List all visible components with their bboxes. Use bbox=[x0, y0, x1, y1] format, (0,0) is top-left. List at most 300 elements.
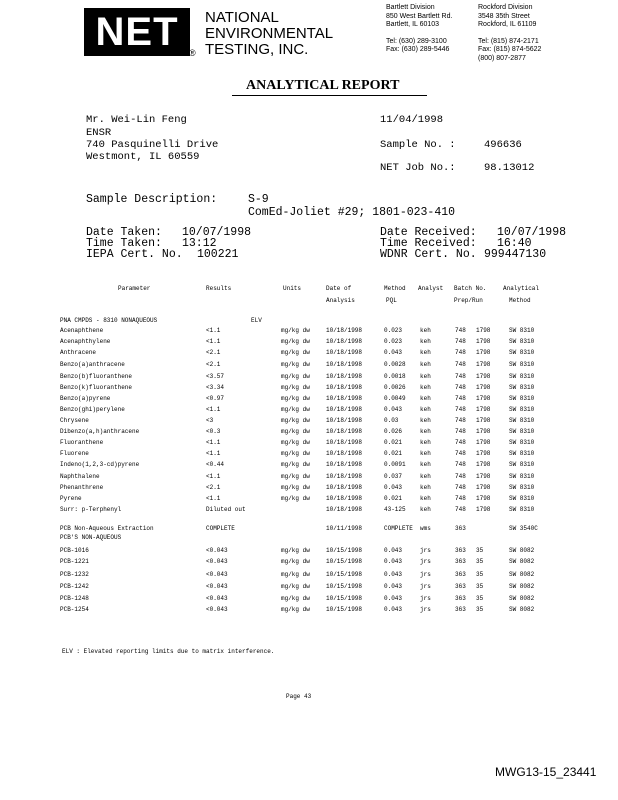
cell-results: Diluted out bbox=[206, 506, 246, 513]
cell-parameter: PNA CMPDS - 8310 NONAQUEOUS bbox=[60, 317, 158, 324]
cell-prep: 748 bbox=[455, 428, 466, 435]
cell-parameter: Benzo(a)anthracene bbox=[60, 361, 125, 368]
cell-date: 10/18/1998 bbox=[326, 395, 363, 402]
cell-date: 10/15/1998 bbox=[326, 571, 363, 578]
cell-results: <0.97 bbox=[206, 395, 225, 402]
cell-run: 1798 bbox=[476, 484, 491, 491]
cell-method: SW 8310 bbox=[509, 338, 535, 345]
col-batch-line2: Prep/Run bbox=[454, 297, 483, 304]
cell-units: mg/kg dw bbox=[281, 338, 310, 345]
cell-analyst: keh bbox=[420, 361, 431, 368]
address-line: Rockford Division bbox=[478, 4, 533, 11]
cell-analyst: keh bbox=[420, 338, 431, 345]
table-row bbox=[0, 605, 618, 615]
cell-run: 1798 bbox=[476, 439, 491, 446]
cell-units: mg/kg dw bbox=[281, 327, 310, 334]
table-row bbox=[0, 460, 618, 470]
cell-parameter: Benzo(a)pyrene bbox=[60, 395, 111, 402]
date-taken: 10/07/1998 bbox=[182, 226, 252, 239]
address-line: Bartlett Division bbox=[386, 4, 435, 11]
cell-method: SW 8082 bbox=[509, 547, 535, 554]
table-row bbox=[0, 405, 618, 415]
table-row bbox=[0, 360, 618, 370]
cell-analyst: keh bbox=[420, 484, 431, 491]
cell-units: mg/kg dw bbox=[281, 606, 310, 613]
col-analytical-line1: Analytical bbox=[503, 285, 540, 292]
cell-analyst: jrs bbox=[420, 547, 431, 554]
cell-pql: 0.0091 bbox=[384, 461, 406, 468]
sample-no-label: Sample No. : bbox=[380, 139, 456, 151]
cell-date: 10/18/1998 bbox=[326, 349, 363, 356]
cell-prep: 363 bbox=[455, 595, 466, 602]
cell-prep: 363 bbox=[455, 558, 466, 565]
cell-analyst: jrs bbox=[420, 606, 431, 613]
cell-units: mg/kg dw bbox=[281, 461, 310, 468]
address-line: Fax: (630) 289-5446 bbox=[386, 46, 450, 53]
cell-method: SW 8310 bbox=[509, 495, 535, 502]
cell-results: <0.043 bbox=[206, 583, 228, 590]
table-row bbox=[0, 472, 618, 482]
cell-analyst: keh bbox=[420, 349, 431, 356]
table-row bbox=[0, 372, 618, 382]
cell-run: 35 bbox=[476, 595, 484, 602]
cell-analyst: keh bbox=[420, 395, 431, 402]
cell-run: 35 bbox=[476, 547, 484, 554]
cell-units: mg/kg dw bbox=[281, 595, 310, 602]
col-analytical-line2: Method bbox=[509, 297, 531, 304]
cell-pql: 0.043 bbox=[384, 547, 403, 554]
cell-parameter: Fluoranthene bbox=[60, 439, 104, 446]
cell-date: 10/15/1998 bbox=[326, 583, 363, 590]
cell-date: 10/15/1998 bbox=[326, 558, 363, 565]
cell-parameter: PCB-1232 bbox=[60, 571, 89, 578]
cell-prep: 748 bbox=[455, 473, 466, 480]
table-row bbox=[0, 394, 618, 404]
cell-units: mg/kg dw bbox=[281, 428, 310, 435]
table-row bbox=[0, 557, 618, 567]
cell-prep: 748 bbox=[455, 384, 466, 391]
cell-prep: 748 bbox=[455, 484, 466, 491]
cell-parameter: PCB Non-Aqueous Extraction bbox=[60, 525, 154, 532]
cell-pql: 0.043 bbox=[384, 595, 403, 602]
table-row bbox=[0, 427, 618, 437]
cell-method: SW 3540C bbox=[509, 525, 538, 532]
cell-parameter: Pyrene bbox=[60, 495, 82, 502]
cell-run: 1798 bbox=[476, 406, 491, 413]
cell-pql: 0.043 bbox=[384, 558, 403, 565]
cell-parameter: PCB-1016 bbox=[60, 547, 89, 554]
company-name bbox=[205, 10, 333, 58]
company-name-line: TESTING, INC. bbox=[205, 41, 309, 58]
title-underline bbox=[232, 95, 427, 96]
cell-run: 1798 bbox=[476, 395, 491, 402]
cell-parameter: PCB-1221 bbox=[60, 558, 89, 565]
cell-parameter: Phenanthrene bbox=[60, 484, 104, 491]
cell-parameter: PCB-1242 bbox=[60, 583, 89, 590]
cell-method: SW 8082 bbox=[509, 595, 535, 602]
cell-run: 1798 bbox=[476, 417, 491, 424]
cell-results: <2.1 bbox=[206, 361, 221, 368]
cell-date: 10/18/1998 bbox=[326, 338, 363, 345]
cell-results: <1.1 bbox=[206, 473, 221, 480]
cell-pql: 0.023 bbox=[384, 338, 403, 345]
cell-date: 10/18/1998 bbox=[326, 428, 363, 435]
cell-results: <3.57 bbox=[206, 373, 225, 380]
cell-results: <0.043 bbox=[206, 606, 228, 613]
cell-units: mg/kg dw bbox=[281, 583, 310, 590]
cell-parameter: PCB'S NON-AQUEOUS bbox=[60, 534, 122, 541]
cell-results: <1.1 bbox=[206, 338, 221, 345]
cell-date: 10/15/1998 bbox=[326, 595, 363, 602]
sample-description-line2: ComEd-Joliet #29; 1801-023-410 bbox=[248, 206, 456, 219]
cell-analyst: keh bbox=[420, 373, 431, 380]
cell-pql: 0.043 bbox=[384, 349, 403, 356]
date-received-label: Date Received: bbox=[380, 226, 477, 239]
cell-prep: 748 bbox=[455, 361, 466, 368]
cell-date: 10/18/1998 bbox=[326, 327, 363, 334]
address-line: 3548 35th Street bbox=[478, 12, 530, 20]
cell-run: 1798 bbox=[476, 495, 491, 502]
cell-prep: 748 bbox=[455, 406, 466, 413]
cell-parameter: Dibenzo(a,h)anthracene bbox=[60, 428, 140, 435]
cell-units: mg/kg dw bbox=[281, 473, 310, 480]
cell-parameter: Acenaphthylene bbox=[60, 338, 111, 345]
cell-results: <0.043 bbox=[206, 595, 228, 602]
cell-date: 10/15/1998 bbox=[326, 606, 363, 613]
cell-pql: 0.037 bbox=[384, 473, 403, 480]
cell-run: 35 bbox=[476, 571, 484, 578]
col-method-line1: Method bbox=[384, 285, 406, 292]
table-row bbox=[0, 438, 618, 448]
col-parameter: Parameter bbox=[118, 285, 151, 292]
cell-prep: 748 bbox=[455, 495, 466, 502]
cell-parameter: Benzo(ghi)perylene bbox=[60, 406, 125, 413]
cell-method: SW 8310 bbox=[509, 473, 535, 480]
report-date: 11/04/1998 bbox=[380, 114, 444, 126]
cell-pql: 0.043 bbox=[384, 606, 403, 613]
sample-description-line1: S-9 bbox=[248, 193, 269, 206]
cell-pql: COMPLETE bbox=[384, 525, 413, 532]
table-row bbox=[0, 383, 618, 393]
time-taken-label: Time Taken: bbox=[86, 237, 162, 250]
cell-method: SW 8310 bbox=[509, 406, 535, 413]
cell-method: SW 8310 bbox=[509, 428, 535, 435]
cell-pql: 0.03 bbox=[384, 417, 399, 424]
address-line: Fax: (815) 874-5622 bbox=[478, 46, 542, 53]
cell-analyst: keh bbox=[420, 506, 431, 513]
cell-date: 10/18/1998 bbox=[326, 361, 363, 368]
cell-prep: 748 bbox=[455, 417, 466, 424]
registered-mark: ® bbox=[189, 48, 196, 58]
cell-run: 1798 bbox=[476, 428, 491, 435]
cell-pql: 0.021 bbox=[384, 450, 403, 457]
col-date-line1: Date of bbox=[326, 285, 352, 292]
time-received: 16:40 bbox=[497, 237, 532, 250]
document-id: MWG13-15_23441 bbox=[495, 765, 597, 779]
cell-date: 10/18/1998 bbox=[326, 450, 363, 457]
table-row bbox=[0, 570, 618, 580]
date-taken-label: Date Taken: bbox=[86, 226, 162, 239]
cell-results: COMPLETE bbox=[206, 525, 235, 532]
wdnr-cert-label: WDNR Cert. No. bbox=[380, 248, 477, 261]
cell-analyst: keh bbox=[420, 461, 431, 468]
table-row bbox=[0, 316, 618, 326]
date-received: 10/07/1998 bbox=[497, 226, 567, 239]
time-taken: 13:12 bbox=[182, 237, 217, 250]
cell-run: 1798 bbox=[476, 338, 491, 345]
cell-method: SW 8310 bbox=[509, 417, 535, 424]
cell-method: SW 8310 bbox=[509, 484, 535, 491]
company-logo: NET bbox=[84, 8, 190, 56]
cell-method: SW 8310 bbox=[509, 439, 535, 446]
table-row bbox=[0, 348, 618, 358]
footnote-elv: ELV : Elevated reporting limits due to matrix interference. bbox=[62, 648, 275, 655]
cell-prep: 748 bbox=[455, 327, 466, 334]
cell-units: mg/kg dw bbox=[281, 406, 310, 413]
cell-units: mg/kg dw bbox=[281, 439, 310, 446]
company-name-line: NATIONAL bbox=[205, 9, 279, 26]
job-no: 98.13012 bbox=[484, 162, 535, 174]
cell-units: mg/kg dw bbox=[281, 450, 310, 457]
cell-prep: 748 bbox=[455, 338, 466, 345]
cell-method: SW 8310 bbox=[509, 361, 535, 368]
cell-parameter: PCB-1254 bbox=[60, 606, 89, 613]
cell-parameter: Surr: p-Terphenyl bbox=[60, 506, 122, 513]
client-name: Mr. Wei-Lin Feng bbox=[86, 114, 187, 126]
table-row bbox=[0, 337, 618, 347]
cell-date: 10/18/1998 bbox=[326, 495, 363, 502]
cell-prep: 363 bbox=[455, 571, 466, 578]
cell-parameter: Benzo(b)fluoranthene bbox=[60, 373, 133, 380]
cell-prep: 748 bbox=[455, 395, 466, 402]
iepa-cert-label: IEPA Cert. No. bbox=[86, 248, 183, 261]
cell-run: 1798 bbox=[476, 373, 491, 380]
cell-parameter: Naphthalene bbox=[60, 473, 100, 480]
cell-run: 1798 bbox=[476, 384, 491, 391]
cell-prep: 363 bbox=[455, 606, 466, 613]
cell-results: <0.043 bbox=[206, 558, 228, 565]
cell-analyst: keh bbox=[420, 384, 431, 391]
cell-pql: 0.021 bbox=[384, 439, 403, 446]
table-row bbox=[0, 582, 618, 592]
cell-parameter: Anthracene bbox=[60, 349, 97, 356]
cell-method: SW 8082 bbox=[509, 606, 535, 613]
cell-results: <0.043 bbox=[206, 547, 228, 554]
cell-date: 10/18/1998 bbox=[326, 506, 363, 513]
cell-method: SW 8082 bbox=[509, 558, 535, 565]
cell-date: 10/18/1998 bbox=[326, 473, 363, 480]
cell-method: SW 8310 bbox=[509, 450, 535, 457]
cell-results: ELV bbox=[251, 317, 262, 324]
cell-date: 10/11/1998 bbox=[326, 525, 363, 532]
table-row bbox=[0, 326, 618, 336]
cell-prep: 748 bbox=[455, 349, 466, 356]
cell-results: <0.44 bbox=[206, 461, 225, 468]
cell-run: 1798 bbox=[476, 461, 491, 468]
cell-analyst: jrs bbox=[420, 583, 431, 590]
cell-units: mg/kg dw bbox=[281, 417, 310, 424]
wdnr-cert-no: 999447130 bbox=[484, 248, 547, 261]
cell-units: mg/kg dw bbox=[281, 349, 310, 356]
client-company: ENSR bbox=[86, 127, 112, 139]
cell-results: <3 bbox=[206, 417, 214, 424]
cell-units: mg/kg dw bbox=[281, 547, 310, 554]
cell-method: SW 8082 bbox=[509, 583, 535, 590]
cell-analyst: keh bbox=[420, 406, 431, 413]
cell-results: <0.043 bbox=[206, 571, 228, 578]
cell-pql: 0.043 bbox=[384, 571, 403, 578]
address-line: Tel: (630) 289-3100 bbox=[386, 37, 447, 45]
cell-results: <3.34 bbox=[206, 384, 225, 391]
cell-parameter: Chrysene bbox=[60, 417, 89, 424]
cell-pql: 0.0018 bbox=[384, 373, 406, 380]
table-row bbox=[0, 494, 618, 504]
report-title: ANALYTICAL REPORT bbox=[246, 78, 400, 93]
cell-analyst: jrs bbox=[420, 595, 431, 602]
cell-analyst: keh bbox=[420, 473, 431, 480]
cell-pql: 0.0028 bbox=[384, 361, 406, 368]
address-line: Tel: (815) 874-2171 bbox=[478, 37, 539, 45]
cell-parameter: Fluorene bbox=[60, 450, 89, 457]
rockford-division-address bbox=[478, 4, 541, 63]
cell-prep: 363 bbox=[455, 525, 466, 532]
cell-units: mg/kg dw bbox=[281, 484, 310, 491]
cell-results: <1.1 bbox=[206, 450, 221, 457]
cell-prep: 363 bbox=[455, 547, 466, 554]
cell-results: <0.3 bbox=[206, 428, 221, 435]
address-line: Bartlett, IL 60103 bbox=[386, 21, 440, 28]
table-row bbox=[0, 483, 618, 493]
cell-analyst: keh bbox=[420, 450, 431, 457]
cell-pql: 0.023 bbox=[384, 327, 403, 334]
col-analyst: Analyst bbox=[418, 285, 444, 292]
cell-analyst: jrs bbox=[420, 571, 431, 578]
cell-prep: 748 bbox=[455, 439, 466, 446]
cell-date: 10/18/1998 bbox=[326, 406, 363, 413]
cell-analyst: keh bbox=[420, 439, 431, 446]
col-method-line2: PQL bbox=[386, 297, 397, 304]
col-units: Units bbox=[283, 285, 302, 292]
table-row bbox=[0, 416, 618, 426]
cell-date: 10/18/1998 bbox=[326, 417, 363, 424]
cell-pql: 0.043 bbox=[384, 484, 403, 491]
cell-units: mg/kg dw bbox=[281, 361, 310, 368]
cell-results: <1.1 bbox=[206, 406, 221, 413]
cell-prep: 363 bbox=[455, 583, 466, 590]
address-line: 850 West Bartlett Rd. bbox=[386, 12, 453, 20]
cell-pql: 0.043 bbox=[384, 406, 403, 413]
cell-analyst: keh bbox=[420, 495, 431, 502]
cell-parameter: Indeno(1,2,3-cd)pyrene bbox=[60, 461, 140, 468]
cell-units: mg/kg dw bbox=[281, 373, 310, 380]
cell-run: 1798 bbox=[476, 473, 491, 480]
table-row bbox=[0, 505, 618, 515]
cell-date: 10/18/1998 bbox=[326, 373, 363, 380]
cell-pql: 0.0049 bbox=[384, 395, 406, 402]
cell-units: mg/kg dw bbox=[281, 571, 310, 578]
job-no-label: NET Job No.: bbox=[380, 162, 456, 174]
address-line: (800) 807-2877 bbox=[478, 54, 526, 62]
cell-pql: 0.021 bbox=[384, 495, 403, 502]
cell-results: <1.1 bbox=[206, 439, 221, 446]
table-row bbox=[0, 533, 618, 543]
time-received-label: Time Received: bbox=[380, 237, 477, 250]
page-number: Page 43 bbox=[286, 693, 312, 700]
cell-parameter: PCB-1248 bbox=[60, 595, 89, 602]
cell-pql: 0.026 bbox=[384, 428, 403, 435]
cell-method: SW 8310 bbox=[509, 373, 535, 380]
cell-analyst: keh bbox=[420, 417, 431, 424]
client-city: Westmont, IL 60559 bbox=[86, 151, 200, 163]
cell-results: <1.1 bbox=[206, 495, 221, 502]
cell-run: 1798 bbox=[476, 361, 491, 368]
cell-prep: 748 bbox=[455, 373, 466, 380]
cell-analyst: jrs bbox=[420, 558, 431, 565]
client-street: 740 Pasquinelli Drive bbox=[86, 139, 219, 151]
table-row bbox=[0, 546, 618, 556]
cell-prep: 748 bbox=[455, 506, 466, 513]
cell-run: 1798 bbox=[476, 506, 491, 513]
cell-method: SW 8310 bbox=[509, 506, 535, 513]
cell-method: SW 8310 bbox=[509, 384, 535, 391]
address-line: Rockford, IL 61109 bbox=[478, 21, 537, 28]
col-batch-line1: Batch No. bbox=[454, 285, 487, 292]
cell-results: <2.1 bbox=[206, 349, 221, 356]
cell-units: mg/kg dw bbox=[281, 384, 310, 391]
cell-method: SW 8310 bbox=[509, 327, 535, 334]
bartlett-division-address bbox=[386, 4, 452, 55]
sample-no: 496636 bbox=[484, 139, 522, 151]
cell-parameter: Acenaphthene bbox=[60, 327, 104, 334]
cell-date: 10/18/1998 bbox=[326, 484, 363, 491]
cell-run: 1798 bbox=[476, 450, 491, 457]
cell-prep: 748 bbox=[455, 461, 466, 468]
cell-pql: 0.0026 bbox=[384, 384, 406, 391]
cell-date: 10/18/1998 bbox=[326, 461, 363, 468]
col-date-line2: Analysis bbox=[326, 297, 355, 304]
cell-units: mg/kg dw bbox=[281, 395, 310, 402]
cell-date: 10/18/1998 bbox=[326, 439, 363, 446]
cell-method: SW 8310 bbox=[509, 461, 535, 468]
cell-analyst: wms bbox=[420, 525, 431, 532]
cell-pql: 43-125 bbox=[384, 506, 406, 513]
cell-prep: 748 bbox=[455, 450, 466, 457]
sample-description-label: Sample Description: bbox=[86, 193, 218, 206]
cell-run: 35 bbox=[476, 583, 484, 590]
cell-pql: 0.043 bbox=[384, 583, 403, 590]
cell-run: 1798 bbox=[476, 349, 491, 356]
cell-analyst: keh bbox=[420, 327, 431, 334]
table-row bbox=[0, 594, 618, 604]
table-row bbox=[0, 449, 618, 459]
cell-date: 10/18/1998 bbox=[326, 384, 363, 391]
cell-method: SW 8310 bbox=[509, 395, 535, 402]
cell-run: 1798 bbox=[476, 327, 491, 334]
cell-parameter: Benzo(k)fluoranthene bbox=[60, 384, 133, 391]
iepa-cert-no: 100221 bbox=[197, 248, 239, 261]
cell-analyst: keh bbox=[420, 428, 431, 435]
company-name-line: ENVIRONMENTAL bbox=[205, 25, 334, 42]
cell-date: 10/15/1998 bbox=[326, 547, 363, 554]
cell-units: mg/kg dw bbox=[281, 558, 310, 565]
cell-units: mg/kg dw bbox=[281, 495, 310, 502]
cell-method: SW 8310 bbox=[509, 349, 535, 356]
cell-run: 35 bbox=[476, 558, 484, 565]
cell-results: <1.1 bbox=[206, 327, 221, 334]
cell-run: 35 bbox=[476, 606, 484, 613]
cell-results: <2.1 bbox=[206, 484, 221, 491]
col-results: Results bbox=[206, 285, 232, 292]
